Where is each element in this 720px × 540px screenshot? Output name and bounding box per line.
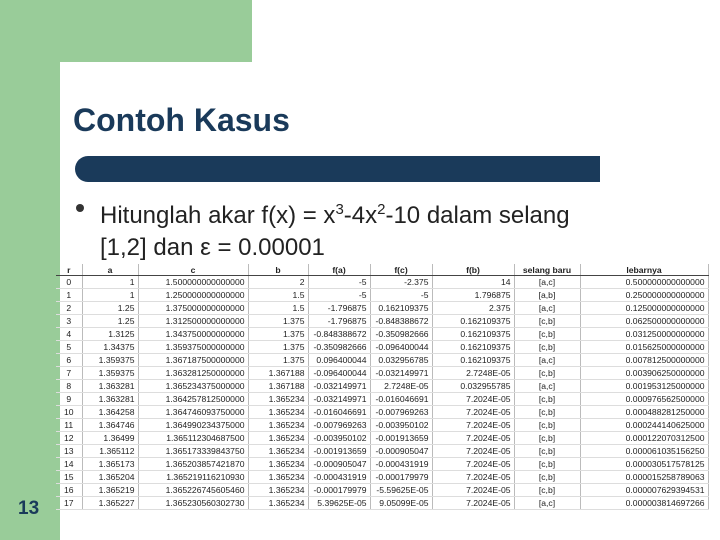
table-cell: -0.096400044 [308,367,370,380]
table-cell: 1.364258 [82,406,138,419]
table-cell: 1.359375 [82,367,138,380]
col-header-a: a [82,264,138,276]
table-cell: 1.365234 [248,419,308,432]
table-cell: -0.001913659 [370,432,432,445]
table-row [56,328,708,341]
table-cell: 1.34375 [82,341,138,354]
table-cell: [c,b] [514,458,580,471]
table-cell: 9.05099E-05 [370,497,432,510]
table-cell: -0.000431919 [370,458,432,471]
table-cell: -0.000179979 [308,484,370,497]
table-cell: 1.359375 [82,354,138,367]
table-cell: [a,c] [514,302,580,315]
table-cell: [a,c] [514,497,580,510]
table-cell: 1.364990234375000 [138,419,248,432]
table-cell: [c,b] [514,393,580,406]
table-cell: 0.062500000000000 [580,315,708,328]
table-cell: 0.003906250000000 [580,367,708,380]
table-cell: 1.365230560302730 [138,497,248,510]
table-cell: -0.003950102 [370,419,432,432]
table-cell: 14 [432,276,514,289]
bullet-dot-icon [76,204,84,212]
bullet-text-suffix: -10 dalam selang [385,202,570,229]
decor-band-left [0,0,60,540]
table-row [56,393,708,406]
table-cell: 1.25 [82,302,138,315]
table-cell: -0.001913659 [308,445,370,458]
table-cell: 0.000488281250000 [580,406,708,419]
bullet-exponent-2: 2 [377,201,386,218]
table-cell: 1.359375000000000 [138,341,248,354]
table-cell: 11 [56,419,82,432]
table-cell: 0.001953125000000 [580,380,708,393]
table-cell: 10 [56,406,82,419]
table-cell: 0 [56,276,82,289]
table-cell: 1.3125 [82,328,138,341]
table-cell: -5 [308,276,370,289]
table-cell: 7.2024E-05 [432,471,514,484]
table-cell: 4 [56,328,82,341]
table-cell: 0.000030517578125 [580,458,708,471]
table-cell: 7.2024E-05 [432,445,514,458]
table-cell: 12 [56,432,82,445]
table-header-row [56,264,708,276]
table-cell: 3 [56,315,82,328]
table-cell: 0.000007629394531 [580,484,708,497]
table-cell: 0.250000000000000 [580,289,708,302]
table-row [56,497,708,510]
table-cell: 1.5 [248,302,308,315]
table-cell: 1.365204 [82,471,138,484]
table-cell: -0.003950102 [308,432,370,445]
table-row [56,471,708,484]
col-header-fc: f(c) [370,264,432,276]
table-cell: [c,b] [514,406,580,419]
table-cell: [c,b] [514,419,580,432]
table-row [56,289,708,302]
table-cell: 15 [56,471,82,484]
table-cell: 1.363281 [82,393,138,406]
table-cell: 1.5 [248,289,308,302]
table-cell: 1.367188 [248,380,308,393]
table-cell: 1.364257812500000 [138,393,248,406]
table-row [56,458,708,471]
table-cell: 1 [82,289,138,302]
table-cell: 13 [56,445,82,458]
table-cell: [c,b] [514,315,580,328]
table-row [56,445,708,458]
table-cell: -5.59625E-05 [370,484,432,497]
table-row [56,380,708,393]
table-cell: 0.015625000000000 [580,341,708,354]
col-header-b: b [248,264,308,276]
table-cell: 1.365112304687500 [138,432,248,445]
table-cell: 1.796875 [432,289,514,302]
table-cell: 1.375 [248,328,308,341]
table-cell: [a,c] [514,354,580,367]
bullet-text [100,194,570,264]
table-cell: 8 [56,380,82,393]
table-cell: 0.500000000000000 [580,276,708,289]
table-row [56,341,708,354]
table-cell: -0.032149971 [370,367,432,380]
table-cell: -0.848388672 [308,328,370,341]
table-cell: -0.016046691 [370,393,432,406]
table-cell: 1.25 [82,315,138,328]
col-header-fb: f(b) [432,264,514,276]
table-cell: 0.000015258789063 [580,471,708,484]
table-cell: 0.000244140625000 [580,419,708,432]
table-cell: 1.365234 [248,393,308,406]
table-cell: 1.365234 [248,484,308,497]
table-cell: 0.000003814697266 [580,497,708,510]
table-cell: 7.2024E-05 [432,406,514,419]
table-cell: -1.796875 [308,315,370,328]
table-row [56,276,708,289]
table-cell: 17 [56,497,82,510]
table-cell: 0.125000000000000 [580,302,708,315]
table-cell: 0.162109375 [432,354,514,367]
table-cell: -5 [370,289,432,302]
table-cell: -0.016046691 [308,406,370,419]
table-cell: 1.343750000000000 [138,328,248,341]
table-row [56,315,708,328]
table-cell: -0.848388672 [370,315,432,328]
table-cell: -0.007969263 [370,406,432,419]
table-cell: 1.375 [248,354,308,367]
table-cell: 1.363281 [82,380,138,393]
table-cell: 16 [56,484,82,497]
table-cell: 1.364746093750000 [138,406,248,419]
table-cell: 14 [56,458,82,471]
table-cell: 1.500000000000000 [138,276,248,289]
table-cell: 2 [248,276,308,289]
table-cell: 1.250000000000000 [138,289,248,302]
table-cell: 7.2024E-05 [432,419,514,432]
table-cell: 1 [56,289,82,302]
table-cell: 1.367188 [248,367,308,380]
table-cell: -0.032149971 [308,380,370,393]
table-cell: 0.096400044 [308,354,370,367]
table-cell: 1.365112 [82,445,138,458]
table-cell: -0.032149971 [308,393,370,406]
table-cell: -0.000905047 [308,458,370,471]
table-cell: [a,b] [514,289,580,302]
table-cell: 1.365219116210930 [138,471,248,484]
table-cell: 1.365234 [248,432,308,445]
table-cell: 0.000976562500000 [580,393,708,406]
col-header-lebarnya: lebarnya [580,264,708,276]
table-cell: [c,b] [514,445,580,458]
table-cell: 2.7248E-05 [432,367,514,380]
table-cell: 1.375000000000000 [138,302,248,315]
table-cell: [a,c] [514,380,580,393]
table-cell: 7.2024E-05 [432,458,514,471]
table-cell: 7.2024E-05 [432,484,514,497]
table-cell: [c,b] [514,367,580,380]
bullet-text-line2: [1,2] dan ε = 0.00001 [100,234,325,261]
table-body [56,276,708,510]
table-cell: 0.031250000000000 [580,328,708,341]
table-cell: 0.032955785 [432,380,514,393]
table-cell: 0.032956785 [370,354,432,367]
table-cell: [a,c] [514,276,580,289]
table-cell: 0.162109375 [370,302,432,315]
table-cell: 1.365219 [82,484,138,497]
table-cell: -5 [308,289,370,302]
table-row [56,406,708,419]
title-underline-bar [75,156,600,182]
table-row [56,302,708,315]
table-cell: 0.007812500000000 [580,354,708,367]
table-cell: 5 [56,341,82,354]
table-cell: 1.365234375000000 [138,380,248,393]
col-header-r: r [56,264,82,276]
decor-band-top [0,0,252,62]
table-cell: 0.162109375 [432,341,514,354]
col-header-fa: f(a) [308,264,370,276]
table-cell: 1.36499 [82,432,138,445]
slide-title: Contoh Kasus [73,102,290,138]
table-row [56,367,708,380]
table-cell: 1.365173 [82,458,138,471]
table-cell: -0.000905047 [370,445,432,458]
bullet-exponent-1: 3 [335,201,344,218]
table-cell: -2.375 [370,276,432,289]
table-cell: 7.2024E-05 [432,432,514,445]
table-cell: -0.000431919 [308,471,370,484]
bullet-text-prefix: Hitunglah akar f(x) = x [100,202,336,229]
table-cell: -1.796875 [308,302,370,315]
table-cell: 0.162109375 [432,315,514,328]
table-cell: [c,b] [514,432,580,445]
table-cell: 1.367187500000000 [138,354,248,367]
table-cell: 1.365234 [248,458,308,471]
table-cell: 1.364746 [82,419,138,432]
table-cell: 0.162109375 [432,328,514,341]
table-row [56,484,708,497]
table-cell: 2.375 [432,302,514,315]
table-cell: 0.000122070312500 [580,432,708,445]
table-cell: 1.375 [248,315,308,328]
table-cell: 1.365227 [82,497,138,510]
table-cell: 1.365203857421870 [138,458,248,471]
bisection-table [56,264,709,510]
table-cell: [c,b] [514,471,580,484]
table-row [56,419,708,432]
table-cell: -0.000179979 [370,471,432,484]
table-cell: 6 [56,354,82,367]
page-number: 13 [18,498,40,519]
table-cell: 0.000061035156250 [580,445,708,458]
col-header-c: c [138,264,248,276]
table-cell: [c,b] [514,341,580,354]
table-cell: 1.365234 [248,445,308,458]
table-cell: 7.2024E-05 [432,497,514,510]
table-cell: 1.363281250000000 [138,367,248,380]
table-cell: -0.350982666 [308,341,370,354]
table-cell: 2 [56,302,82,315]
table-row [56,432,708,445]
table-cell: 5.39625E-05 [308,497,370,510]
table-cell: 1.365234 [248,406,308,419]
table-cell: 1.365234 [248,471,308,484]
table-cell: -0.096400044 [370,341,432,354]
table-cell: 9 [56,393,82,406]
bullet-text-mid: -4x [343,202,378,229]
table-cell: 1.365173339843750 [138,445,248,458]
table-cell: [c,b] [514,328,580,341]
table-cell: 7.2024E-05 [432,393,514,406]
table-cell: 1.365234 [248,497,308,510]
table-cell: 1.375 [248,341,308,354]
col-header-selang-baru: selang baru [514,264,580,276]
table-cell: 2.7248E-05 [370,380,432,393]
table-cell: 1.365226745605460 [138,484,248,497]
table-row [56,354,708,367]
table-cell: 7 [56,367,82,380]
table-cell: 1 [82,276,138,289]
table-cell: -0.007969263 [308,419,370,432]
table-cell: 1.312500000000000 [138,315,248,328]
table-cell: -0.350982666 [370,328,432,341]
table-cell: [c,b] [514,484,580,497]
